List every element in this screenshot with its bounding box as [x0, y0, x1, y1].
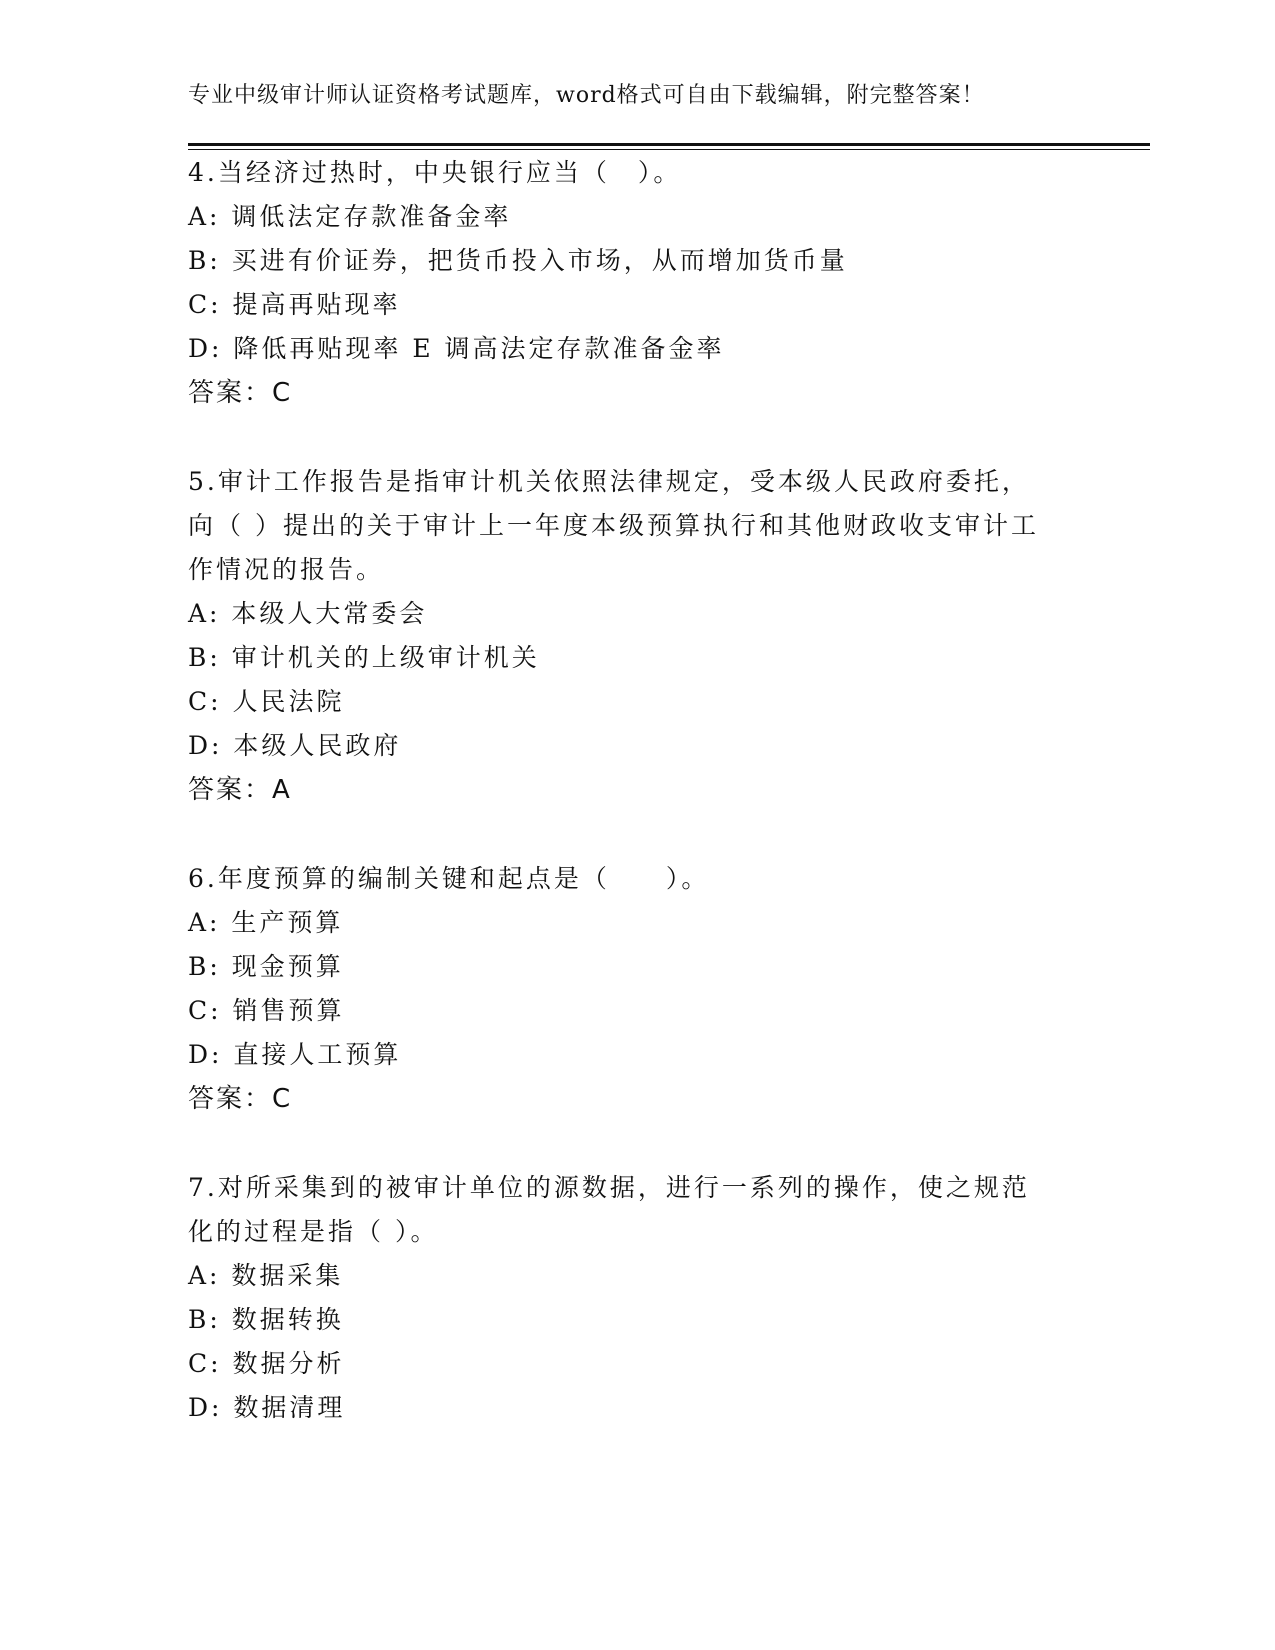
question-4-answer: 答案：C	[188, 378, 293, 408]
page-header: 专业中级审计师认证资格考试题库，word格式可自由下载编辑，附完整答案！	[188, 83, 985, 108]
question-5-stem-line-3: 作情况的报告。	[188, 555, 385, 584]
question-5-option-a: A: 本级人大常委会	[188, 599, 428, 628]
question-6-answer: 答案：C	[188, 1084, 293, 1114]
question-4-option-b: B: 买进有价证券，把货币投入市场，从而增加货币量	[188, 246, 848, 275]
question-5-answer: 答案：A	[188, 775, 292, 805]
question-6-option-b: B: 现金预算	[188, 952, 344, 981]
question-7-stem-line-1: 7.对所采集到的被审计单位的源数据，进行一系列的操作，使之规范	[188, 1173, 1030, 1202]
question-5-option-d: D: 本级人民政府	[188, 731, 402, 760]
question-7-option-a: A: 数据采集	[188, 1261, 344, 1290]
question-4-option-a: A: 调低法定存款准备金率	[188, 202, 512, 231]
question-4-option-d: D: 降低再贴现率 E 调高法定存款准备金率	[188, 334, 725, 363]
question-6-stem-line-1: 6.年度预算的编制关键和起点是（ ）。	[188, 864, 710, 893]
question-4-stem-line-1: 4.当经济过热时，中央银行应当（ ）。	[188, 158, 682, 187]
question-5-stem-line-2: 向（ ）提出的关于审计上一年度本级预算执行和其他财政收支审计工	[188, 511, 1039, 540]
header-rule-thin	[188, 149, 1150, 150]
question-7-option-c: C: 数据分析	[188, 1349, 345, 1378]
question-6-option-a: A: 生产预算	[188, 908, 344, 937]
question-5-option-b: B: 审计机关的上级审计机关	[188, 643, 540, 672]
question-7-stem-line-2: 化的过程是指（ ）。	[188, 1217, 439, 1246]
question-4-option-c: C: 提高再贴现率	[188, 290, 401, 319]
question-7-option-d: D: 数据清理	[188, 1393, 346, 1422]
question-7-option-b: B: 数据转换	[188, 1305, 344, 1334]
header-rule-thick	[188, 143, 1150, 146]
question-6-option-d: D: 直接人工预算	[188, 1040, 402, 1069]
question-5-stem-line-1: 5.审计工作报告是指审计机关依照法律规定，受本级人民政府委托，	[188, 467, 1030, 496]
question-5-option-c: C: 人民法院	[188, 687, 345, 716]
question-6-option-c: C: 销售预算	[188, 996, 345, 1025]
